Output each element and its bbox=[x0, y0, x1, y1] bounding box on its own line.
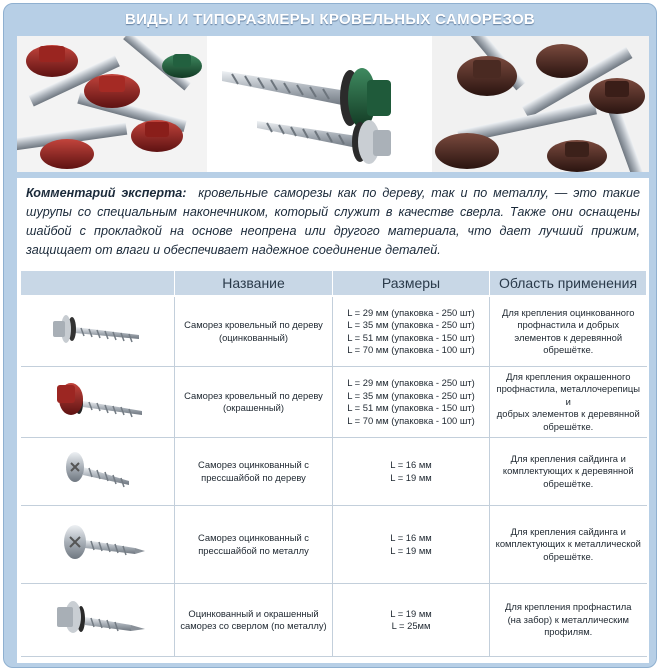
table-row bbox=[21, 584, 647, 657]
screw-image-cell bbox=[21, 367, 175, 438]
screw-usage-cell: Для крепления сайдинга и комплектующих к металлической обрешётке. bbox=[490, 506, 647, 584]
screw-sizes-cell: L = 29 мм (упаковка - 250 шт) L = 35 мм (упаковка - 250 шт) L = 51 мм (упаковка - 150 шт) L = 70 мм (упаковка - 100 шт) bbox=[333, 367, 490, 438]
table-row bbox=[21, 296, 647, 367]
screw-image-cell bbox=[21, 296, 175, 367]
screw-sizes-cell: L = 29 мм (упаковка - 250 шт) L = 35 мм (упаковка - 250 шт) L = 51 мм (упаковка - 150 шт) L = 70 мм (упаковка - 100 шт) bbox=[333, 296, 490, 367]
screw-image-cell bbox=[21, 584, 175, 657]
header-name: Название bbox=[175, 271, 333, 297]
page-title: ВИДЫ И ТИПОРАЗМЕРЫ КРОВЕЛЬНЫХ САМОРЕЗОВ bbox=[124, 11, 536, 28]
red-screw-pile bbox=[17, 36, 207, 172]
infographic-frame bbox=[3, 3, 657, 668]
table-header-row bbox=[21, 271, 647, 297]
screw-usage-cell: Для крепления окрашенного профнастила, металлочерепицы и добрых элементов к деревянной обрешётке. bbox=[490, 367, 647, 438]
screw-types-table bbox=[20, 270, 647, 657]
screw-usage-cell: Для крепления сайдинга и комплектующих к деревянной обрешётке. bbox=[490, 438, 647, 506]
press-washer-metal-screw-image bbox=[47, 516, 147, 570]
brown-screw-pile bbox=[432, 36, 649, 172]
expert-comment-label: Комментарий эксперта: bbox=[26, 186, 187, 200]
screws-banner-illustration bbox=[17, 36, 649, 172]
expert-comment-text: кровельные саморезы как по дереву, так и по металлу, — это такие шурупы со специальным наконечником, который служит в качестве сверла. Также они оснащены шайбой с прокладкой на основе неопрена или другого материала, что дает лучший прижим, защищает от влаги и обеспечивает надежное соединение деталей. bbox=[26, 186, 641, 257]
painted-wood-screw-image bbox=[47, 375, 147, 425]
screws-banner-photo bbox=[17, 36, 649, 172]
screw-name-cell: Саморез оцинкованный с прессшайбой по металлу bbox=[175, 506, 333, 584]
screw-usage-cell: Для крепления оцинкованного профнастила и добрых элементов к деревянной обрешётке. bbox=[490, 296, 647, 367]
screw-sizes-cell: L = 19 мм L = 25мм bbox=[333, 584, 490, 657]
screw-image-cell bbox=[21, 506, 175, 584]
screw-image-cell bbox=[21, 438, 175, 506]
galvanized-wood-screw-image bbox=[47, 305, 147, 355]
screw-usage-cell: Для крепления профнастила (на забор) к металлическим профилям. bbox=[490, 584, 647, 657]
header-image bbox=[21, 271, 175, 297]
drill-tip-metal-screw-image bbox=[47, 591, 147, 645]
screw-name-cell: Саморез кровельный по дереву (оцинкованный) bbox=[175, 296, 333, 367]
expert-comment bbox=[17, 178, 649, 272]
screw-sizes-cell: L = 16 мм L = 19 мм bbox=[333, 506, 490, 584]
screw-sizes-cell: L = 16 мм L = 19 мм bbox=[333, 438, 490, 506]
screw-name-cell: Саморез оцинкованный с прессшайбой по дереву bbox=[175, 438, 333, 506]
press-washer-wood-screw-image bbox=[47, 445, 147, 495]
screw-name-cell: Оцинкованный и окрашенный саморез со сверлом (по металлу) bbox=[175, 584, 333, 657]
table-row bbox=[21, 367, 647, 438]
table-row bbox=[21, 506, 647, 584]
screw-name-cell: Саморез кровельный по дереву (окрашенный) bbox=[175, 367, 333, 438]
header-usage: Область применения bbox=[490, 271, 647, 297]
header-sizes: Размеры bbox=[333, 271, 490, 297]
screw-table-container bbox=[17, 267, 649, 663]
table-row bbox=[21, 438, 647, 506]
